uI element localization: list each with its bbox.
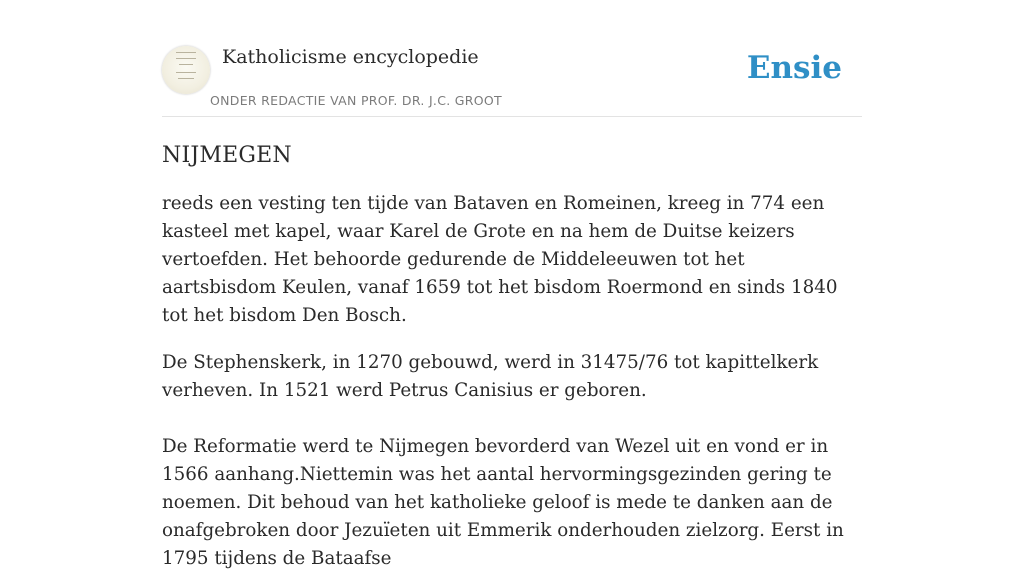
header bbox=[162, 0, 862, 117]
brand-logo[interactable]: Ensie bbox=[746, 50, 842, 86]
entry-paragraph: De Reformatie werd te Nijmegen bevorderd van Wezel uit en vond er in 1566 aanhang.Niettemin was het aantal hervormingsgezinden gering te noemen. Dit behoud van het katholieke geloof is mede te danken aan de onafgebroken door Jezuïeten uit Emmerik onderhouden zielzorg. Eerst in 1795 tijdens de Bataafse bbox=[162, 436, 844, 569]
entry-paragraph: reeds een vesting ten tijde van Bataven en Romeinen, kreeg in 774 een kasteel met kapel, waar Karel de Grote en na hem de Duitse keizers vertoefden. Het behoorde gedurende de Middeleeuwen tot het aartsbisdom Keulen, vanaf 1659 tot het bisdom Roermond en sinds 1840 tot het bisdom Den Bosch. bbox=[162, 193, 838, 326]
book-cover-icon[interactable] bbox=[162, 46, 210, 94]
entry-title: NIJMEGEN bbox=[162, 143, 292, 168]
page bbox=[162, 0, 862, 573]
book-editor: ONDER REDACTIE VAN PROF. DR. J.C. GROOT bbox=[210, 93, 502, 108]
book-title[interactable]: Katholicisme encyclopedie bbox=[222, 46, 479, 68]
entry-paragraph: De Stephenskerk, in 1270 gebouwd, werd in 31475/76 tot kapittelkerk verheven. In 1521 werd Petrus Canisius er geboren. bbox=[162, 352, 819, 401]
